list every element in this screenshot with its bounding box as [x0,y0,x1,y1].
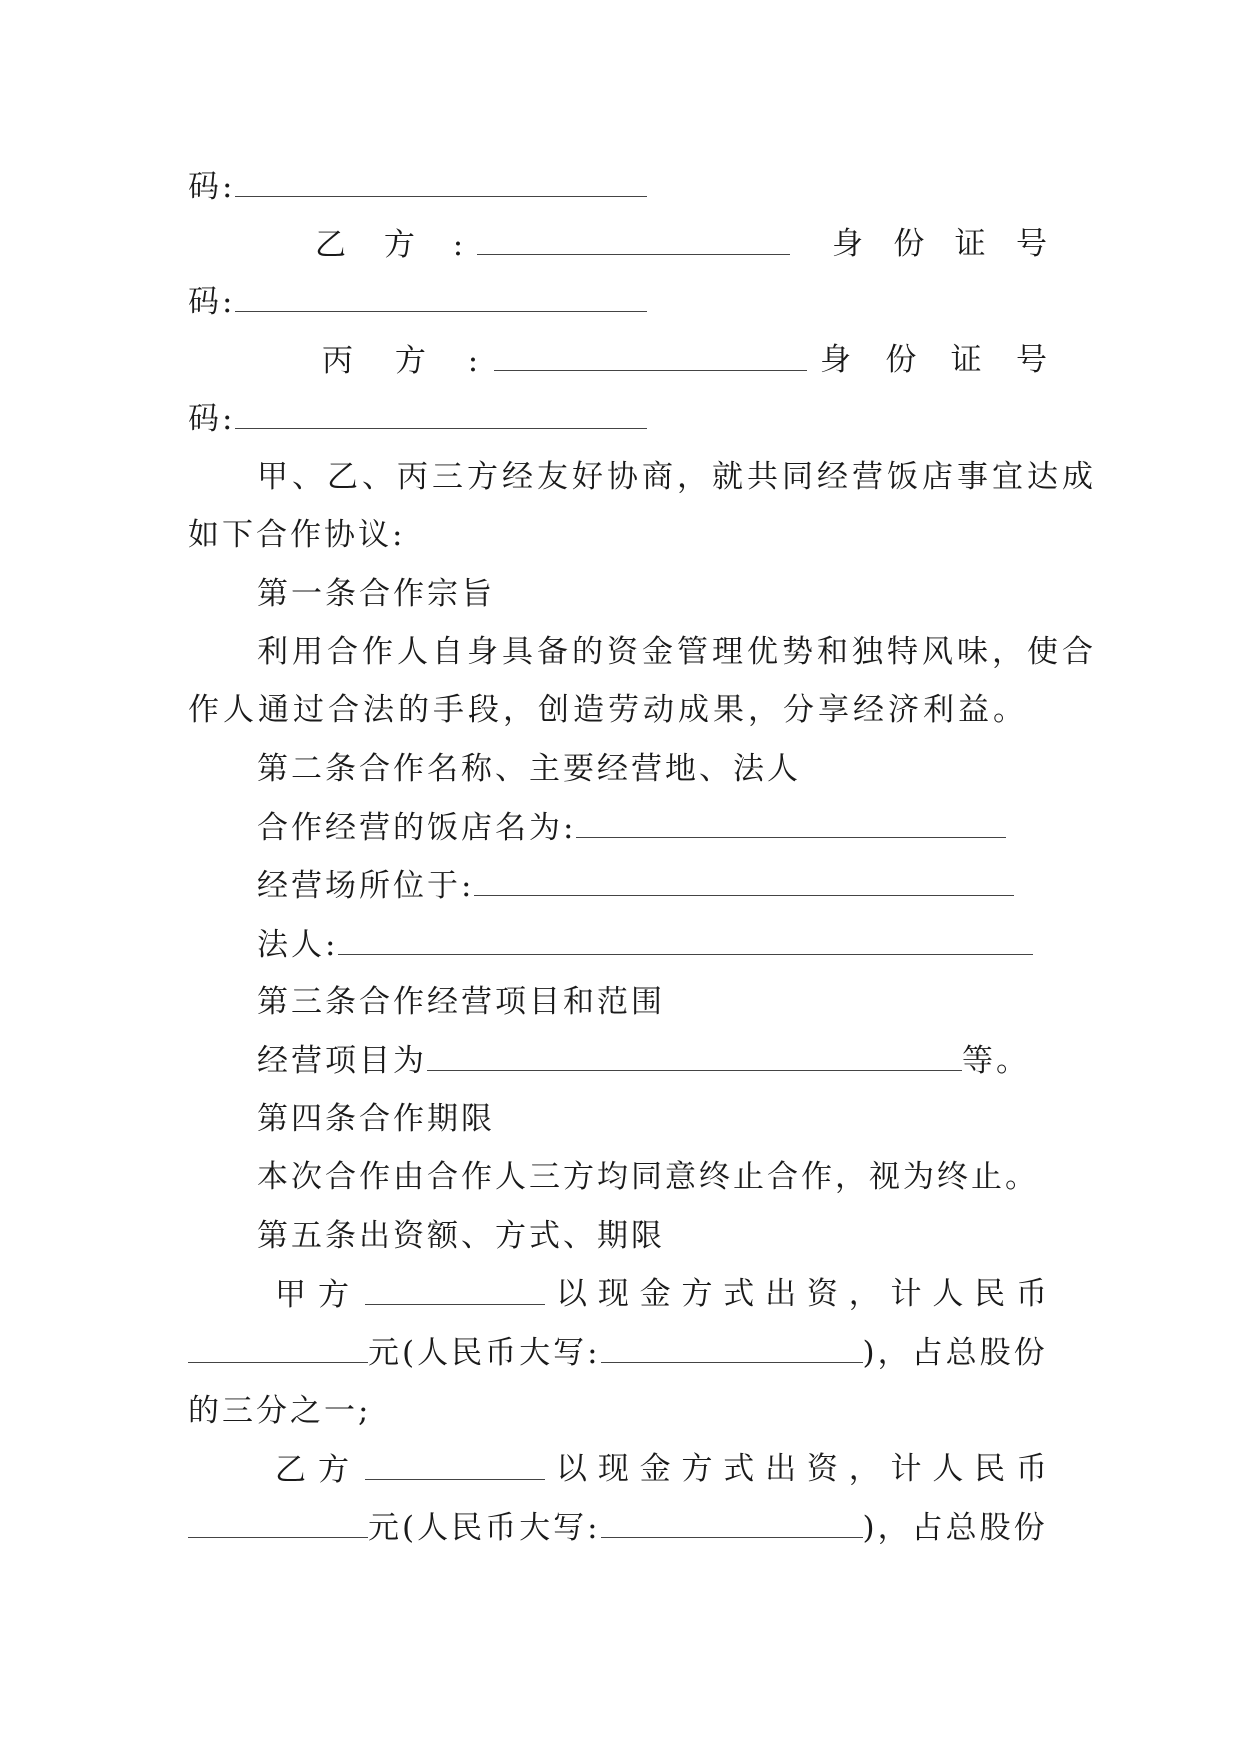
party-a-label: 甲方 [275,1277,361,1313]
blank-party-a-capital[interactable] [365,1266,545,1305]
party-c-label: 丙 方 : [322,343,495,379]
party-a-capital-text: 以 现 金 方 式 出 资 ， 计 人 民 币 [556,1276,1050,1312]
article-3-heading: 第三条合作经营项目和范围 [257,984,665,1020]
line-party-a-capital [188,1266,1050,1322]
restaurant-name-label: 合作经营的饭店名为: [257,810,577,846]
location-label: 经营场所位于: [257,868,475,904]
party-a-share: )，占总股份 [862,1335,1048,1371]
blank-party-a-amount[interactable] [188,1324,368,1363]
line-party-c [188,332,1050,388]
article-2-heading: 第二条合作名称、主要经营地、法人 [257,751,801,787]
article-5-heading: 第五条出资额、方式、期限 [257,1218,665,1254]
party-b-share: )，占总股份 [862,1510,1048,1546]
line-id-number-c [188,390,1050,446]
line-id-number-b [188,273,1050,329]
id-label-b: 身 份 证 号 [832,226,1050,262]
blank-party-b-name[interactable] [477,216,790,255]
paragraph-intro-cont: 如下合作协议: [188,517,406,553]
article-1-text-cont: 作人通过合法的手段，创造劳动成果，分享经济利益。 [188,692,1028,728]
article-4-heading: 第四条合作期限 [257,1101,495,1137]
blank-id-a[interactable] [235,158,647,197]
line-id-number-a [188,158,1050,214]
line-party-b-amount [188,1499,1050,1555]
blank-id-c[interactable] [235,390,647,429]
blank-party-b-capital[interactable] [365,1441,545,1480]
line-legal-person [257,916,1119,972]
line-restaurant-name [257,799,1119,855]
blank-restaurant-name[interactable] [576,799,1006,838]
blank-party-c-name[interactable] [494,332,807,371]
line-business-scope [257,1032,1119,1088]
line-party-b-capital [188,1441,1050,1497]
legal-person-label: 法人: [257,927,339,963]
article-4-text: 本次合作由合作人三方均同意终止合作，视为终止。 [257,1159,1039,1195]
blank-business-scope[interactable] [427,1032,962,1071]
party-a-share-cont: 的三分之一; [188,1393,372,1429]
party-b-capital-text: 以 现 金 方 式 出 资 ， 计 人 民 币 [556,1451,1050,1487]
blank-party-a-amount-words[interactable] [601,1324,863,1363]
blank-id-b[interactable] [235,273,647,312]
blank-location[interactable] [474,857,1014,896]
blank-party-b-amount-words[interactable] [601,1499,863,1538]
line-location [257,857,1119,913]
business-scope-label: 经营项目为 [257,1043,427,1079]
text-ma: 码: [188,169,236,205]
party-b-label: 乙 方 : [315,227,478,263]
article-1-heading: 第一条合作宗旨 [257,576,495,612]
party-a-amount-label: 元(人民币大写: [368,1335,601,1371]
business-scope-suffix: 等。 [962,1043,1030,1079]
blank-legal-person[interactable] [338,916,1033,955]
id-label-c: 身 份 证 号 [820,342,1050,378]
line-party-b [188,216,1050,272]
paragraph-intro: 甲、乙、丙三方经友好协商，就共同经营饭店事宜达成 [257,459,1097,495]
blank-party-b-amount[interactable] [188,1499,368,1538]
party-b-amount-label: 元(人民币大写: [368,1510,601,1546]
article-1-text: 利用合作人自身具备的资金管理优势和独特风味，使合 [257,634,1097,670]
text-ma: 码: [188,401,236,437]
line-party-a-amount [188,1324,1050,1380]
text-ma: 码: [188,284,236,320]
party-b-capital-label: 乙方 [275,1452,361,1488]
